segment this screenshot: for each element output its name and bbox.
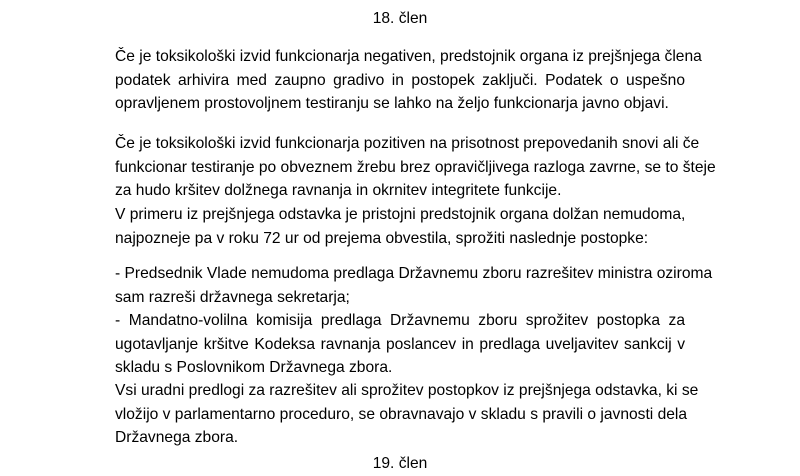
paragraph-line: Državnega zbora. [115, 429, 239, 446]
paragraph-5 [115, 379, 699, 450]
paragraph-4-procedures-list [115, 262, 713, 380]
paragraph-1 [115, 45, 702, 116]
paragraph-line: najpozneje pa v roku 72 ur od prejema obvestila, sprožiti naslednje postopke: [115, 229, 649, 247]
paragraph-line: Vsi uradni predlogi za razrešitev ali sprožitev postopkov iz prejšnjega odstavka, ki se [115, 382, 699, 399]
list-item-line: ugotavljanje kršitve Kodeksa ravnanja poslancev in predlaga uveljavitev sankcij v [115, 335, 685, 353]
paragraph-line: V primeru iz prejšnjega odstavka je pristojni predstojnik organa dolžan nemudoma, [115, 206, 686, 223]
paragraph-line: za hudo kršitev dolžnega ravnanja in okrnitev integritete funkcije. [115, 182, 562, 199]
list-item-line: - Mandatno-volilna komisija predlaga Državnemu zboru sprožitev postopka za [115, 312, 685, 329]
paragraph-line: Če je toksikološki izvid funkcionarja pozitiven na prisotnost prepovedanih snovi ali če [115, 135, 700, 152]
paragraph-line: funkcionar testiranje po obveznem žrebu brez opravičljivega razloga zavrne, se to šteje [115, 158, 716, 176]
paragraph-line: opravljenem prostovoljnem testiranju se lahko na željo funkcionarja javno objavi. [115, 95, 669, 112]
paragraph-line: Če je toksikološki izvid funkcionarja negativen, predstojnik organa iz prejšnjega člena [115, 48, 702, 65]
list-item-line: - Predsednik Vlade nemudoma predlaga Državnemu zboru razrešitev ministra oziroma [115, 265, 713, 282]
list-item-line: skladu s Poslovnikom Državnega zbora. [115, 359, 393, 376]
paragraph-line: podatek arhivira med zaupno gradivo in postopek zaključi. Podatek o uspešno [115, 71, 685, 89]
paragraph-line: vložijo v parlamentarno proceduro, se obravnavajo v skladu s pravili o javnosti dela [115, 405, 688, 423]
article-title: 18. člen [372, 10, 428, 27]
paragraph-3 [115, 203, 685, 250]
next-article-title: 19. člen [372, 455, 428, 472]
list-item-line: sam razreši državnega sekretarja; [115, 288, 350, 306]
paragraph-2 [115, 132, 716, 203]
